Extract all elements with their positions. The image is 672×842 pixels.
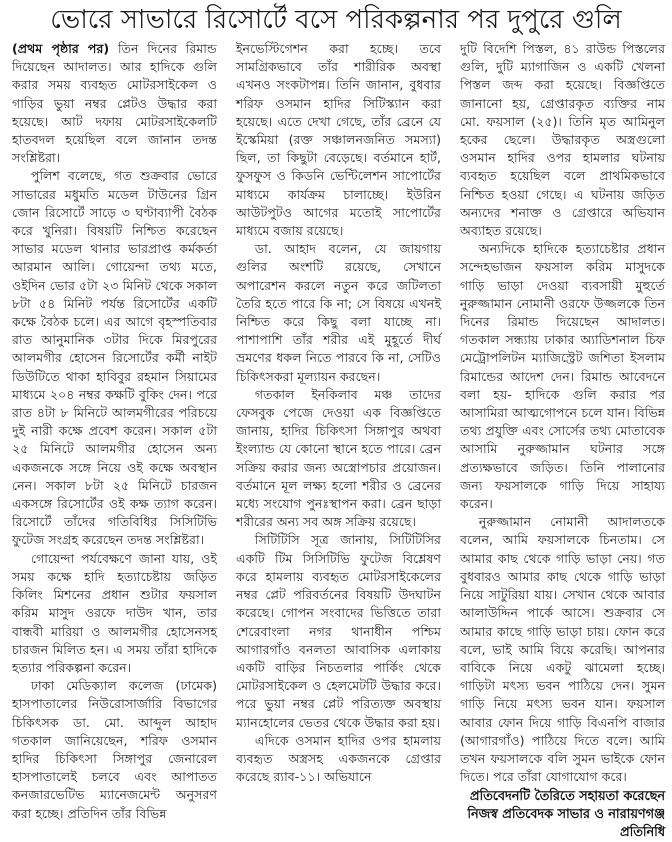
paragraph: এদিকে ওসমান হাদির ওপর হামলায় ব্যবহৃত অস্ত্রসহ একজনকে গ্রেপ্তার করেছে র‌্যাব-১১। অভিযানে bbox=[236, 732, 441, 785]
headline: ভোরে সাভারে রিসোর্টে বসে পরিকল্পনার পর দুপুরে গুলি bbox=[50, 5, 622, 35]
paragraph: গোয়েন্দা পর্যবেক্ষণে জানা যায়, ওই সময় কক্ষে হাদি হত্যাচেষ্টায় জড়িত কিলিং মিশনের প্রধান শুটার ফয়সাল করিম মাসুদ ওরফে দাউদ খান, তার বান্ধবী মারিয়া ও আলমগীর হোসেনসহ চারজন মিলিত হন। এ সময় তাঁরা হাদিকে হত্যার পরিকল্পনা করেন। bbox=[12, 550, 217, 675]
paragraph: অন্যদিকে হাদিকে হত্যাচেষ্টার প্রধান সন্দেহভাজন ফয়সাল করিম মাসুদকে গাড়ি ভাড়া দেওয়া ব্যবসায়ী মুহুর্তে নুরুজ্জামান নোমানী ওরফে উজ্জলকে তিন দিনের রিমান্ড দিয়েছেন আদালত। গতকাল সন্ধ্যায় ঢাকার অ্যাডিশনাল চিফ মেট্রোপলিটন ম্যাজিস্ট্রেট জশিতা ইসলাম রিমান্ডের আদেশ দেন। রিমান্ড আবেদনে বলা হয়- হাদিকে গুলি করার পর আসামিরা আত্মগোপনে চলে যান। বিভিন্ন তথ্য প্রযুক্তি এবং সোর্সের তথ্য মোতাবেক আসামি নুরুজ্জামান ঘটনার সঙ্গে প্রত্যক্ষভাবে জড়িত। তিনি পালানোর জন্য ফয়সালকে গাড়ি দিয়ে সাহায্য করেন। bbox=[460, 241, 665, 512]
article-column-2 bbox=[236, 40, 441, 786]
article-column-3 bbox=[460, 40, 665, 842]
paragraph: ইনভেস্টিগেশন করা হচ্ছে। তবে সামগ্রিকভাবে তাঁর শারীরিক অবস্থা এখনও সংকটাপন্ন। তিনি জানান, বুধবার শরিফ ওসমান হাদির সিটিস্ক্যান করা হয়েছে। এতে দেখা গেছে, তাঁর ব্রেনে যে ইস্কেমিয়া (রক্ত সঞ্চালনজনিত সমস্যা) ছিল, তা কিছুটা বেড়েছে। বর্তমানে হার্ট, ফুসফুস ও কিডনি ভেন্টিলেশন সাপোর্টের মাধ্যমে কার্যক্রম চালাচ্ছে। ইউরিন আউটপুটও আগের মতোই সাপোর্টের মাধ্যমে বজায় রয়েছে। bbox=[236, 41, 441, 239]
paragraph: ঢাকা মেডিক্যাল কলেজ (ঢামেক) হাসপাতালের নিউরোসার্জারি বিভাগের চিকিৎসক ডা. মো. আব্দুল আহাদ গতকাল জানিয়েছেন, শরিফ ওসমান হাদির চিকিৎসা সিঙ্গাপুর জেনারেল হাসপাতালেই চলবে এবং আপাতত কনজারভেটিভ ম্যানেজমেন্ট অনুসরণ করা হচ্ছে। প্রতিদিন তাঁর বিভিন্ন bbox=[12, 678, 217, 821]
paragraph-text: তিন দিনের রিমান্ড দিয়েছেন আদালত। আর হাদিকে গুলি করার সময় ব্যবহৃত মোটরসাইকেল ও গাড়ির ভুয়া নম্বর প্লেটও উদ্ধার করা হয়েছে। আট দফায় মোটরসাইকেলটি হাতবদল হয়েছিল বলে জানান তদন্ত সংশ্লিষ্টরা। bbox=[12, 41, 217, 166]
paragraph: পুলিশ বলেছে, গত শুক্রবার ভোরে সাভারের মধুমতি মডেল টাউনের গ্রিন জোন রিসোর্টে সাড়ে ৩ ঘণ্টাব্যাপী বৈঠক করে খুনিরা। বিষয়টি নিশ্চিত করেছেন সাভার মডেল থানার ভারপ্রাপ্ত কর্মকর্তা আরমান আলি। গোয়েন্দা তথ্য মতে, ওইদিন ভোর ৫টা ২৩ মিনিট থেকে সকাল ৮টা ৫৪ মিনিট পর্যন্ত রিসোর্টের একটি কক্ষে বৈঠক চলে। এর আগে বৃহস্পতিবার রাত আনুমানিক ৩টার দিকে মিরপুরের আলমগীর হোসেন রিসোর্টের কর্মী নাইট ডিউটিতে থাকা হাবিবুর রহমান সিয়ামের মাধ্যমে ২০৪ নম্বর কক্ষটি বুকিং দেন। পরে রাত ৪টা ৮ মিনিটে আলমগীরের পরিচয়ে দুই নারী কক্ষে প্রবেশ করেন। সকাল ৫টা ২৫ মিনিটে আলমগীর হোসেন অন্য একজনকে সঙ্গে নিয়ে ওই কক্ষে অবস্থান নেন। সকাল ৮টা ২৫ মিনিটে চারজন একসঙ্গে রিসোর্টের ওই কক্ষ ত্যাগ করেন। রিসোর্টে তাঁদের গতিবিধির সিসিটিভি ফুটেজ সংগ্রহ করেছেন তদন্ত সংশ্লিষ্টরা। bbox=[12, 168, 217, 548]
paragraph: সিটিটিসি সূত্র জানায়, সিটিটিসির একটি টিম সিসিটিভি ফুটেজ বিশ্লেষণ করে হামলায় ব্যবহৃত মোটরসাইকেলের নম্বর প্লেট পরিবর্তনের বিষয়টি উদঘাটন করেছে। গোপন সংবাদের ভিত্তিতে তারা শেরেবাংলা নগর থানাধীন পশ্চিম আগারগাঁও বনলতা আবাসিক এলাকায় একটি বাড়ির নিচতলার পার্কিং থেকে মোটরসাইকেল ও হেলমেটটি উদ্ধার করে। পরে ভুয়া নম্বর প্লেট পরিত্যক্ত অবস্থায় ম্যানহোলের ভেতর থেকে উদ্ধার করা হয়। bbox=[236, 532, 441, 730]
paragraph: নুরুজ্জামান নোমানী আদালতকে বলেন, আমি ফয়সালকে চিনতাম। সে আমার কাছ থেকে গাড়ি ভাড়া নেয়। গত বুধবারও আমার কাছ থেকে গাড়ি ভাড়া নিয়ে সাটুরিয়া যায়। সেখান থেকে আবার আলাউদ্দিন পার্কে আসে। শুক্রবার সে আমার কাছে গাড়ি ভাড়া চায়। ফোন করে বলে, ভাই আমি বিয়ে করেছি। আপনার বাবিকে নিয়ে একটু ঝামেলা হচ্ছে। গাড়িটা মৎস্য ভবন পাঠিয়ে দেন। সুমন গাড়ি নিয়ে মৎস্য ভবন যান। ফয়সাল আবার ফোন দিয়ে গাড়ি বিএনপি বাজার (আগারগাঁও) পাঠিয়ে দিতে বলে। আমি তখন ফয়সালকে বলি সুমন ভাইকে ফোন দিতে। পরে তাঁরা যোগাযোগ করে। bbox=[460, 514, 665, 785]
paragraph: দুটি বিদেশি পিস্তল, ৪১ রাউন্ড পিস্তলের গুলি, দুটি ম্যাগাজিন ও একটি খেলনা পিস্তল জব্দ করা হয়েছে। বিজ্ঞপ্তিতে জানানো হয়, গ্রেপ্তারকৃত ব্যক্তির নাম মো. ফয়সাল (২৫)। তিনি মৃত আমিনুল হকের ছেলে। উদ্ধারকৃত অস্ত্রগুলো ওসমান হাদির ওপর হামলার ঘটনায় ব্যবহৃত হয়েছিল বলে প্রাথমিকভাবে নিশ্চিত হওয়া গেছে। এ ঘটনায় জড়িত অন্যদের শনাক্ত ও গ্রেপ্তারে অভিযান অব্যাহত রয়েছে। bbox=[460, 41, 665, 239]
reporter-credit: প্রতিবেদনটি তৈরিতে সহায়তা করেছেন নিজস্ব প্রতিবেদক সাভার ও নারায়ণগঞ্জ প্রতিনিধি bbox=[467, 789, 665, 841]
paragraph bbox=[12, 40, 217, 167]
continuation-label: (প্রথম পৃষ্ঠার পর) bbox=[12, 41, 110, 56]
article-column-1 bbox=[12, 40, 217, 823]
paragraph: ডা. আহাদ বলেন, যে জায়গায় গুলির অংশটি রয়েছে, সেখানে অপারেশন করলে নতুন করে জটিলতা তৈরি হতে পারে কি না; সে বিষয়ে এখনই নিশ্চিত করে কিছু বলা যাচ্ছে না। পাশাপাশি তাঁর শরীর এই মুহূর্তে দীর্ঘ ভ্রমণের ধকল নিতে পারবে কি না, সেটিও চিকিৎসকরা মূল্যায়ন করছেন। bbox=[236, 241, 441, 384]
paragraph: গতকাল ইনকিলাব মঞ্চ তাদের ফেসবুক পেজে দেওয়া এক বিজ্ঞপ্তিতে জানায়, হাদির চিকিৎসা সিঙ্গাপুর অথবা ইংল্যান্ড যে কোনো স্থানে হতে পারে। ব্রেন সক্রিয় করার জন্য অস্ত্রোপচার প্রয়োজন। বর্তমানে মূল লক্ষ্য হলো শরীর ও ব্রেনের মধ্যে সংযোগ পুনঃস্থাপন করা। ব্রেন ছাড়া শরীরের অন্য সব অঙ্গ সক্রিয় রয়েছে। bbox=[236, 386, 441, 530]
article-body bbox=[0, 40, 672, 842]
